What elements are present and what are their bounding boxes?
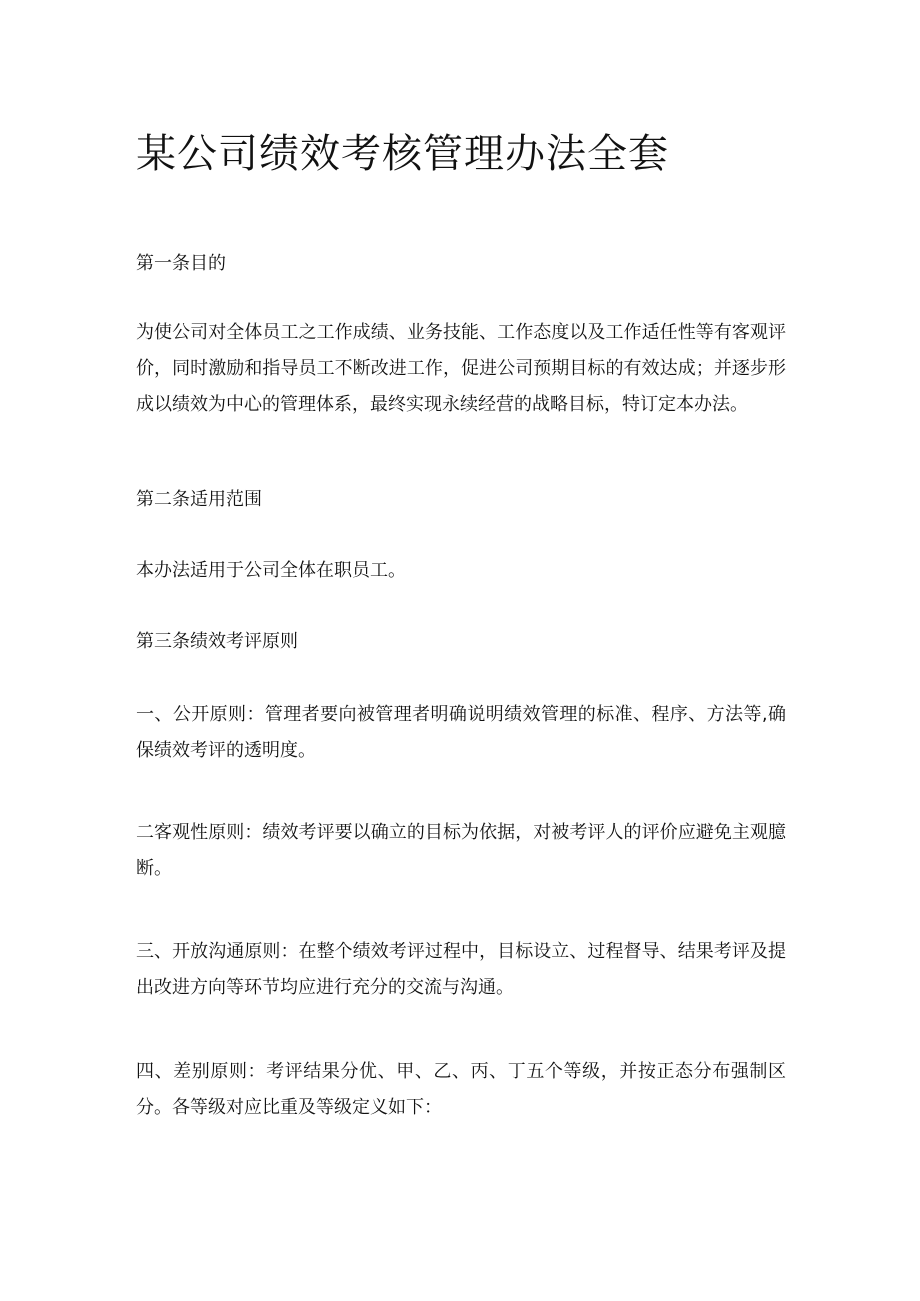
article-1-heading: 第一条目的 [136,253,226,274]
article-1-paragraph: 为使公司对全体员工之工作成绩、业务技能、工作态度以及工作适任性等有客观评价，同时激励和指导员工不断改进工作，促进公司预期目标的有效达成；并逐步形成以绩效为中心的管理体系，最终实现永续经营的战略目标，特订定本办法。 [136,322,786,415]
principle-difference-paragraph: 四、差别原则：考评结果分优、甲、乙、丙、丁五个等级，并按正态分布强制区分。各等级对应比重及等级定义如下： [136,1061,786,1118]
principle-open-paragraph: 一、公开原则：管理者要向被管理者明确说明绩效管理的标准、程序、方法等,确保绩效考评的透明度。 [136,704,786,761]
article-3-heading: 第三条绩效考评原则 [136,631,298,652]
principle-communication-paragraph: 三、开放沟通原则：在整个绩效考评过程中，目标设立、过程督导、结果考评及提出改进方向等环节均应进行充分的交流与沟通。 [136,941,786,998]
article-2-heading: 第二条适用范围 [136,489,262,510]
principle-objective-paragraph: 二客观性原则：绩效考评要以确立的目标为依据，对被考评人的评价应避免主观臆断。 [136,822,786,879]
document-title: 某公司绩效考核管理办法全套 [136,131,669,177]
article-2-paragraph: 本办法适用于公司全体在职员工。 [136,560,406,581]
